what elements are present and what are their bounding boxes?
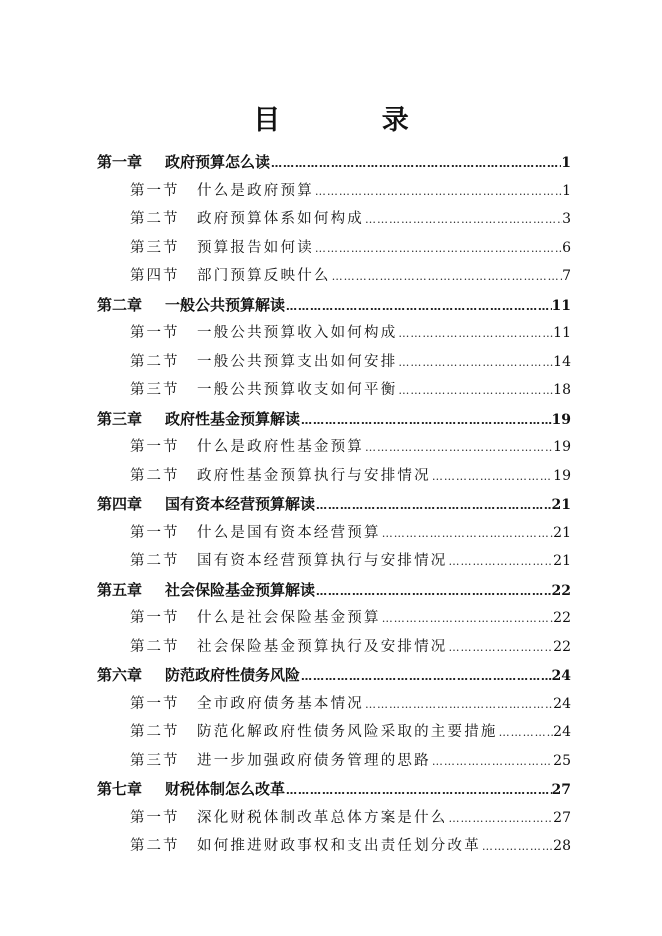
toc-section-entry[interactable] bbox=[97, 690, 571, 719]
entry-number: 第一节 bbox=[130, 695, 180, 712]
entry-title: 什么是社会保险基金预算 bbox=[197, 610, 381, 626]
toc-section-entry[interactable] bbox=[97, 205, 571, 234]
entry-title: 政府预算体系如何构成 bbox=[197, 211, 364, 227]
dot-leader bbox=[397, 349, 553, 378]
dot-leader bbox=[498, 719, 554, 748]
entry-number: 第三节 bbox=[130, 752, 180, 769]
entry-page-number: 25 bbox=[553, 752, 571, 769]
entry-title: 一般公共预算解读 bbox=[165, 295, 286, 314]
entry-title: 国有资本经营预算解读 bbox=[165, 495, 316, 513]
entry-page-number: 21 bbox=[551, 497, 571, 513]
dot-leader bbox=[381, 520, 553, 549]
entry-title: 财税体制怎么改革 bbox=[165, 780, 286, 798]
toc-section-entry[interactable] bbox=[97, 348, 571, 377]
entry-number: 第二节 bbox=[130, 724, 180, 740]
dot-leader bbox=[481, 833, 553, 862]
entry-page-number: 27 bbox=[551, 782, 571, 798]
entry-title: 政府性基金预算解读 bbox=[165, 409, 301, 428]
entry-number: 第一节 bbox=[130, 439, 180, 455]
entry-number: 第六章 bbox=[97, 666, 143, 684]
entry-page-number: 21 bbox=[553, 553, 571, 569]
toc-chapter-entry[interactable] bbox=[97, 148, 571, 177]
entry-title: 社会保险基金预算解读 bbox=[165, 580, 316, 599]
entry-title: 社会保险基金预算执行及安排情况 bbox=[197, 638, 448, 655]
entry-number: 第一节 bbox=[130, 325, 180, 341]
toc-section-entry[interactable] bbox=[97, 319, 571, 348]
entry-number: 第二节 bbox=[130, 211, 180, 227]
entry-title: 政府预算怎么读 bbox=[165, 153, 271, 171]
toc-section-entry[interactable] bbox=[97, 804, 571, 833]
entry-title: 预算报告如何读 bbox=[197, 239, 314, 256]
entry-page-number: 28 bbox=[553, 838, 571, 854]
entry-title: 进一步加强政府债务管理的思路 bbox=[197, 752, 431, 769]
entry-page-number: 7 bbox=[562, 268, 571, 284]
toc-chapter-entry[interactable] bbox=[97, 661, 571, 690]
entry-page-number: 22 bbox=[551, 582, 571, 599]
entry-title: 全市政府债务基本情况 bbox=[197, 695, 364, 712]
dot-leader bbox=[448, 548, 554, 577]
entry-number: 第四节 bbox=[130, 268, 180, 284]
dot-leader bbox=[364, 206, 562, 235]
dot-leader bbox=[397, 377, 553, 406]
entry-page-number: 14 bbox=[553, 353, 571, 370]
entry-number: 第七章 bbox=[97, 780, 143, 798]
entry-page-number: 22 bbox=[553, 610, 571, 626]
entry-number: 第一节 bbox=[130, 524, 180, 541]
toc-section-entry[interactable] bbox=[97, 747, 571, 776]
entry-title: 政府性基金预算执行与安排情况 bbox=[197, 467, 431, 484]
entry-page-number: 1 bbox=[562, 182, 571, 199]
toc-section-entry[interactable] bbox=[97, 262, 571, 291]
entry-title: 防范政府性债务风险 bbox=[165, 666, 301, 684]
dot-leader bbox=[314, 178, 562, 207]
dot-leader bbox=[448, 805, 554, 834]
entry-page-number: 6 bbox=[562, 239, 571, 256]
entry-page-number: 21 bbox=[553, 524, 571, 541]
entry-number: 第二节 bbox=[130, 467, 180, 484]
dot-leader bbox=[315, 492, 552, 521]
entry-number: 第四章 bbox=[97, 495, 143, 513]
dot-leader bbox=[270, 150, 561, 179]
entry-page-number: 1 bbox=[561, 155, 571, 171]
entry-title: 什么是国有资本经营预算 bbox=[197, 524, 381, 541]
entry-page-number: 27 bbox=[553, 809, 571, 826]
toc-chapter-entry[interactable] bbox=[97, 490, 571, 519]
toc-section-entry[interactable] bbox=[97, 832, 571, 861]
toc-section-entry[interactable] bbox=[97, 718, 571, 747]
entry-number: 第三节 bbox=[130, 382, 180, 398]
toc-list bbox=[97, 148, 571, 861]
dot-leader bbox=[300, 407, 552, 436]
dot-leader bbox=[381, 605, 553, 634]
entry-number: 第一章 bbox=[97, 153, 143, 171]
entry-page-number: 11 bbox=[551, 297, 571, 314]
entry-title: 什么是政府性基金预算 bbox=[197, 439, 364, 455]
dot-leader bbox=[331, 263, 562, 292]
dot-leader bbox=[315, 578, 552, 607]
entry-title: 深化财税体制改革总体方案是什么 bbox=[197, 809, 448, 826]
toc-chapter-entry[interactable] bbox=[97, 576, 571, 605]
entry-page-number: 3 bbox=[562, 211, 571, 227]
entry-number: 第一节 bbox=[130, 809, 180, 826]
toc-chapter-entry[interactable] bbox=[97, 775, 571, 804]
entry-number: 第一节 bbox=[130, 610, 180, 626]
entry-page-number: 19 bbox=[553, 467, 571, 484]
dot-leader bbox=[364, 691, 553, 720]
toc-section-entry[interactable] bbox=[97, 433, 571, 462]
entry-page-number: 22 bbox=[553, 638, 571, 655]
toc-section-entry[interactable] bbox=[97, 234, 571, 263]
toc-section-entry[interactable] bbox=[97, 462, 571, 491]
entry-title: 一般公共预算支出如何安排 bbox=[197, 353, 398, 370]
entry-number: 第一节 bbox=[130, 182, 180, 199]
entry-page-number: 24 bbox=[551, 668, 571, 684]
entry-title: 如何推进财政事权和支出责任划分改革 bbox=[197, 838, 481, 854]
dot-leader bbox=[300, 663, 552, 692]
entry-page-number: 24 bbox=[553, 695, 571, 712]
dot-leader bbox=[397, 320, 553, 349]
entry-number: 第二节 bbox=[130, 838, 180, 854]
entry-page-number: 11 bbox=[553, 325, 571, 341]
entry-number: 第二节 bbox=[130, 353, 180, 370]
dot-leader bbox=[364, 434, 553, 463]
entry-title: 国有资本经营预算执行与安排情况 bbox=[197, 553, 448, 569]
dot-leader bbox=[431, 748, 553, 777]
entry-number: 第三节 bbox=[130, 239, 180, 256]
entry-title: 一般公共预算收入如何构成 bbox=[197, 325, 398, 341]
dot-leader bbox=[285, 777, 552, 806]
toc-chapter-entry[interactable] bbox=[97, 405, 571, 434]
toc-section-entry[interactable] bbox=[97, 519, 571, 548]
toc-section-entry[interactable] bbox=[97, 547, 571, 576]
entry-number: 第二章 bbox=[97, 295, 143, 314]
entry-number: 第二节 bbox=[130, 638, 180, 655]
entry-title: 部门预算反映什么 bbox=[197, 268, 331, 284]
entry-page-number: 18 bbox=[553, 382, 571, 398]
dot-leader bbox=[448, 634, 554, 663]
dot-leader bbox=[314, 235, 562, 264]
entry-number: 第三章 bbox=[97, 409, 143, 428]
entry-title: 防范化解政府性债务风险采取的主要措施 bbox=[197, 724, 498, 740]
toc-section-entry[interactable] bbox=[97, 604, 571, 633]
toc-chapter-entry[interactable] bbox=[97, 291, 571, 320]
entry-title: 什么是政府预算 bbox=[197, 182, 314, 199]
entry-page-number: 24 bbox=[553, 724, 571, 740]
dot-leader bbox=[431, 463, 553, 492]
dot-leader bbox=[285, 293, 552, 322]
page-title: 目 录 bbox=[253, 105, 455, 136]
toc-section-entry[interactable] bbox=[97, 376, 571, 405]
entry-page-number: 19 bbox=[553, 439, 571, 455]
toc-section-entry[interactable] bbox=[97, 177, 571, 206]
entry-page-number: 19 bbox=[551, 411, 571, 428]
toc-section-entry[interactable] bbox=[97, 633, 571, 662]
entry-title: 一般公共预算收支如何平衡 bbox=[197, 382, 398, 398]
entry-number: 第二节 bbox=[130, 553, 180, 569]
entry-number: 第五章 bbox=[97, 580, 143, 599]
